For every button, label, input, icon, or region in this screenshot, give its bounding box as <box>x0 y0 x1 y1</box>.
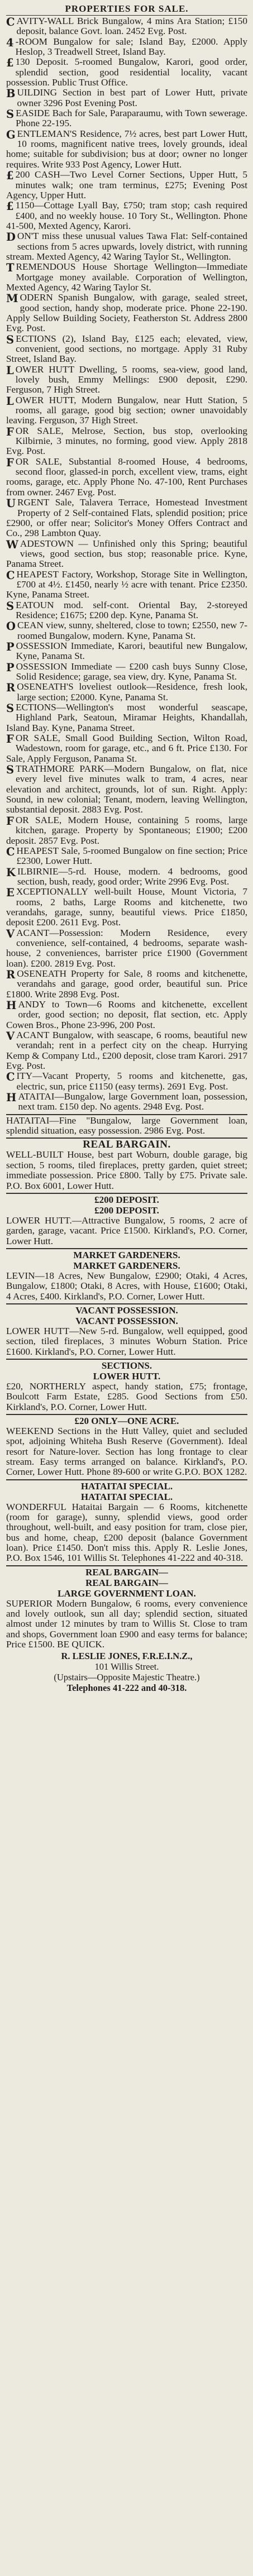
classified-ad <box>6 88 247 108</box>
classified-ad <box>6 846 247 867</box>
display-ad-body: SUPERIOR Modern Bungalow, 6 rooms, every convenience and lovely outlook, sun all day; splendid section, situated almost under 12 minutes by tram to Willis St. Close to tram and shops, Government loan £900 and easy terms for balance; Price £1500. BE QUICK. <box>6 1598 247 1650</box>
classified-ad <box>6 334 247 365</box>
ad-initial: S <box>6 333 15 346</box>
ad-initial: B <box>6 87 16 101</box>
display-ads <box>6 1114 247 1650</box>
classified-ad <box>6 867 247 887</box>
footer-block <box>6 1651 247 1693</box>
display-ad <box>6 1565 247 1650</box>
ad-text: 200 CASH—Two Level Corner Sections, Upper Hutt, 5 minutes walk; one tram terminus, £275; Evening Post Agency, Upper Hutt. <box>6 169 247 200</box>
classified-ad <box>6 641 247 662</box>
display-ad <box>6 1479 247 1564</box>
classified-ad <box>6 108 247 129</box>
classified-ad <box>6 570 247 600</box>
display-ad-body: WELL-BUILT House, best part Woburn, double garage, big section, 5 rooms, tiled fireplaces, pretty garden, quiet street; immediate possession. Price £800. Tally by £75. Private sale. P.O. Box 6001, Lower Hutt. <box>6 1149 247 1191</box>
ad-text: REMENDOUS House Shortage Wellington—Immediate Mortgage money available. Corporation of Wellington, Mexted Agency, 42 Waring Taylor St. <box>6 261 247 293</box>
ad-text: OWER HUTT, Modern Bungalow, near Hutt Station, 5 rooms, all garage, good big section; owner unavoidably leaving. Ferguson, 37 High Street. <box>6 394 247 426</box>
ad-text: XCEPTIONALLY well-built House, Mount Victoria, 7 rooms, 2 baths, Large Rooms and kitchenette, two verandahs, garage, sunny, beautiful views. Price £1850, deposit £200. 2611 Evg. Post. <box>6 886 247 928</box>
ad-text: ITY—Vacant Property, 5 rooms and kitchenette, gas, electric, sun, price £1150 (easy terms). 2691 Evg. Post. <box>16 1070 247 1092</box>
classified-ad <box>6 16 247 37</box>
ad-text: ADESTOWN — Unfinished only this Spring; beautiful views, good section, bus stop; reasonable price. Kyne, Panama Street. <box>6 538 247 570</box>
ad-text: ILBIRNIE—5-rd. House, modern. 4 bedrooms, good section, bush, ready, good order; Write 2996 Evg. Post. <box>17 866 247 887</box>
display-ad-headline: VACANT POSSESSION. <box>75 1304 178 1316</box>
display-ad-headline: £200 DEPOSIT. <box>94 1205 159 1216</box>
classified-ad <box>6 764 247 815</box>
ad-text: TRATHMORE PARK—Modern Bungalow, on flat, nice every level five minutes walk to tram, 4 acres, near elevation and architect, grounds, lot of sun. Right. Apply: Sound, in new colonial; Tenant, modern, leaving Wellington, substantial deposit. 2883 Evg. Post. <box>6 763 247 815</box>
display-ad <box>6 1303 247 1357</box>
ad-text: OWER HUTT Dwelling, 5 rooms, sea-view, good land, lovely bush, Emmy Mellings: £900 deposit, £290. Ferguson, 7 High Street. <box>6 364 247 395</box>
ad-text: ECTIONS—Wellington's most wonderful seascape, Highland Park, Seatoun, Miramar Heights, Khandallah, Island Bay. Kyne, Panama Street. <box>6 702 247 733</box>
classified-ad <box>6 682 247 702</box>
ad-initial: F <box>6 425 14 438</box>
classified-ad <box>6 426 247 457</box>
display-ad-headline: REAL BARGAIN— <box>85 1577 168 1588</box>
ad-text: OSENEATH'S loveliest outlook—Residence, fresh look, large section; £2000. Kyne, Panama St. <box>17 681 247 702</box>
display-ad-headline: MARKET GARDENERS. <box>73 1249 180 1260</box>
ad-initial: V <box>6 927 15 940</box>
ad-text: ACANT—Possession: Modern Residence, every convenience, self-contained, 4 bedrooms, separate wash-house, 2 conveniences, barrister price £1900 (Government loan). £200. 2819 Evg. Post. <box>6 927 247 969</box>
ad-text: UILDING Section in best part of Lower Hutt, private owner 3296 Post Evening Post. <box>17 87 247 108</box>
ad-initial: P <box>6 661 15 674</box>
ad-text: EASIDE Bach for Sale, Paraparaumu, with Town sewerage. Phone 22-195. <box>16 108 247 129</box>
ad-text: -ROOM Bungalow for sale; Island Bay, £2000. Apply Heslop, 3 Treadwell Street, Island Bay. <box>15 36 247 58</box>
ad-initial: O <box>6 620 16 633</box>
display-ad-body: WONDERFUL Hataitai Bargain — 6 Rooms, kitchenette (room for garage), sunny, splendid views, good order throughout, well-built, and easy position for tram, close pier, bus and home, cheap, £200 deposit (balance Government loan). Price £1450. Don't miss this. Apply R. Leslie Jones, P.O. Box 1546, 101 Willis St. Telephones 41-222 and 40-318. <box>6 1501 247 1564</box>
ad-initial: 4 <box>6 36 14 49</box>
classified-ad <box>6 457 247 498</box>
ad-text: ODERN Spanish Bungalow, with garage, sealed street, good section, handy shop, moderate price. Phone 22-190. Apply Sellow Building Society, Featherston St. Address 2800 Evg. Post. <box>6 292 247 334</box>
ad-initial: T <box>6 261 15 275</box>
ad-text: 130 Deposit. 5-roomed Bungalow, Karori, good order, splendid section, good residential locality, vacant possession. Public Trust Office. <box>6 56 247 88</box>
classified-ad <box>6 498 247 538</box>
classified-ad <box>6 702 247 733</box>
ad-initial: W <box>6 538 18 551</box>
ad-initial: £ <box>6 56 14 70</box>
classified-ad <box>6 928 247 969</box>
ad-text: OR SALE, Modern House, containing 5 rooms, large kitchen, garage. Property by Spontaneous; £1900; £200 deposit. 2857 Evg. Post. <box>6 814 247 846</box>
display-ad-body: LEVIN—18 Acres, New Bungalow, £2900; Otaki, 4 Acres, Bungalow, £1800; Otaki, 8 Acres, with House, £1600; Otaki, 4 Acres, £400. Kirkland's, P.O. Corner, Lower Hutt. <box>6 1270 247 1302</box>
classified-ad <box>6 395 247 426</box>
display-ad <box>6 1193 247 1246</box>
ad-initial: U <box>6 497 16 510</box>
display-ad <box>6 1359 247 1412</box>
display-ad-headline: £200 DEPOSIT. <box>94 1194 159 1205</box>
classified-ad <box>6 887 247 928</box>
ad-initial: C <box>6 568 15 582</box>
ad-initial: V <box>6 1030 15 1043</box>
display-ad <box>6 1138 247 1191</box>
ad-initial: S <box>6 599 15 613</box>
ad-text: OR SALE, Small Good Building Section, Wilton Road, Wadestown, room for garage, etc., and 6 ft. Price £130. For Sale, Apply Ferguson, Panama St. <box>6 733 247 764</box>
ad-initial: E <box>6 886 15 900</box>
ad-initial: D <box>6 231 16 244</box>
agent-note: (Upstairs—Opposite Majestic Theatre.) <box>54 1672 200 1683</box>
classified-ad <box>6 129 247 170</box>
ad-initial: F <box>6 733 14 746</box>
ad-text: EATOUN mod. self-cont. Oriental Bay, 2-storeyed Residence; £1675; £200 dep. Kyne, Panama St. <box>16 599 247 620</box>
ad-initial: F <box>6 814 14 828</box>
display-ad <box>6 1248 247 1302</box>
display-ad-headline: REAL BARGAIN. <box>83 1139 171 1151</box>
ad-text: ECTIONS (2), Island Bay, £125 each; elevated, view, convenient, good sections, no mortgage. Apply 31 Ruby Street, Island Bay. <box>6 333 247 365</box>
display-ad-body: HATAITAI—Fine "Bungalow, large Government loan, splendid situation, easy possession. 2986 Evg. Post. <box>6 1115 247 1136</box>
display-ad-headline: SECTIONS. <box>101 1360 152 1371</box>
display-ad-body: LOWER HUTT—New 5-rd. Bungalow, well equipped, good section, tiled fireplaces, 3 minutes Woburn Station. Price £1600. Kirkland's, P.O. Corner, Lower Hutt. <box>6 1325 247 1357</box>
classified-ad <box>6 662 247 682</box>
display-ad-headline: HATAITAI SPECIAL. <box>80 1480 173 1492</box>
classified-ad <box>6 262 247 293</box>
ad-initial: L <box>6 394 14 408</box>
classified-ad <box>6 57 247 88</box>
classified-ad <box>6 293 247 333</box>
ad-initial: £ <box>6 200 14 213</box>
ad-initial: F <box>6 456 14 469</box>
display-ad-headline: MARKET GARDENERS. <box>73 1260 180 1271</box>
agent-address: 101 Willis Street. <box>94 1661 159 1672</box>
ads-list <box>6 16 247 1112</box>
ad-text: ACANT Bungalow, with seascape, 6 rooms, beautiful new verandah; rent in a perfect city on the cheap. Hurrying Kemp & Company Ltd., £200 deposit, close tram Karori. 2917 Evg. Post. <box>6 1030 248 1072</box>
ad-text: CEAN view, sunny, sheltered, close to town; £2550, new 7-roomed Bungalow, modern. Kyne, Panama St. <box>17 620 247 641</box>
ad-text: OSSESSION Immediate, Karori, beautiful new Bungalow, Kyne, Panama St. <box>16 640 247 662</box>
classified-ad <box>6 815 247 846</box>
display-ad-headline: £20 ONLY—ONE ACRE. <box>74 1415 179 1426</box>
classified-ad <box>6 37 247 58</box>
agent-name: R. LESLIE JONES, F.R.E.I.N.Z., <box>61 1651 193 1662</box>
ad-text: HEAPEST Factory, Workshop, Storage Site in Wellington, £700 at 4½. £1450, nearly ½ acre with tenant. Price £2350. Kyne, Panama Street. <box>6 568 247 600</box>
display-ad-body: WEEKEND Sections in the Hutt Valley, quiet and secluded spot, adjoining Whiteha Bush Reserve (Government). Ideal resort for Nature-lover. Section has long frontage to clear stream. Easy terms arranged on balance. Kirkland's, P.O. Corner, Lower Hutt. Phone 89-600 or write G.P.O. BOX 1282. <box>6 1425 247 1478</box>
ad-initial: C <box>6 1070 15 1084</box>
ad-initial: H <box>6 999 17 1012</box>
display-ad-headline: HATAITAI SPECIAL. <box>80 1491 173 1502</box>
ad-initial: S <box>6 702 15 715</box>
ad-text: RGENT Sale, Talavera Terrace, Homestead Investment Property of 2 Self-contained Flats, splendid position; price £2900, or offer near; Solicitor's Money Offers Contract and Co., 298 Lambton Quay. <box>6 497 247 539</box>
ad-text: HEAPEST Sale, 5-roomed Bungalow on fine section; Price £2300, Lower Hutt. <box>16 845 247 867</box>
display-ad-body: LOWER HUTT.—Attractive Bungalow, 5 rooms, 2 acre of garden, garage, vacant. Price £1500. Kirkland's, P.O. Corner, Lower Hutt. <box>6 1215 247 1246</box>
classified-ad <box>6 170 247 200</box>
ad-text: ATAITAI—Bungalow, large Government loan, possession, next tram. £150 dep. No agents. 2948 Evg. Post. <box>18 1091 247 1112</box>
ad-text: OR SALE, Melrose, Section, bus stop, overlooking Kilbirnie, 3 minutes, no forming, good view. Apply 2818 Evg. Post. <box>6 425 247 457</box>
classified-ad <box>6 1092 247 1112</box>
classified-ad <box>6 620 247 641</box>
ad-text: OSENEATH Property for Sale, 8 rooms and kitchenette, verandahs and garage, good order, beautiful sun. Price £1800. Write 2898 Evg. Post. <box>6 968 247 1000</box>
ad-text: ENTLEMAN'S Residence, 7½ acres, best part Lower Hutt, 10 rooms, magnificent native trees, lovely grounds, ideal home; suitable for subdivision; bus at door; owner no longer requires. Write 933 Post Agency, Lower Hutt. <box>6 128 247 170</box>
display-ad <box>6 1414 247 1478</box>
classified-ad <box>6 600 247 621</box>
ad-initial: £ <box>6 169 14 183</box>
classified-ad <box>6 1000 247 1030</box>
display-ad-headline: LOWER HUTT. <box>93 1370 161 1382</box>
ad-initial: C <box>6 16 15 28</box>
classified-ad <box>6 231 247 262</box>
classified-ad <box>6 1071 247 1092</box>
display-ad-headline: LARGE GOVERNMENT LOAN. <box>58 1588 196 1599</box>
classified-ad <box>6 969 247 1000</box>
ad-text: OSSESSION Immediate — £200 cash buys Sunny Close, Solid Residence; garage, sea view, dry. Kyne, Panama St. <box>16 661 247 682</box>
ad-initial: R <box>6 681 16 695</box>
display-ad-headline: REAL BARGAIN— <box>85 1566 168 1578</box>
classified-ad <box>6 1030 247 1071</box>
display-ad-body: £20, NORTHERLY aspect, handy station, £75; frontage, Boulcott Farm Estate, £285. Good Sections from £50. Kirkland's, P.O. Corner, Lower Hutt. <box>6 1380 247 1412</box>
display-ad <box>6 1114 247 1136</box>
ad-text: OR SALE, Substantial 8-roomed House, 4 bedrooms, second floor, glassed-in porch, excellent view, trams, eight rooms, garage, etc. Apply Phone No. 47-100, Rent Purchases from owner. 2467 Evg. Post. <box>6 456 247 498</box>
agent-phones: Telephones 41-222 and 40-318. <box>66 1683 187 1694</box>
ad-initial: S <box>6 763 15 777</box>
ad-initial: L <box>6 364 14 377</box>
ad-initial: H <box>6 1091 17 1105</box>
ad-initial: S <box>6 108 15 121</box>
ad-initial: K <box>6 866 16 879</box>
ad-text: 1150—Cottage Lyall Bay, £750; tram stop; cash required £400, and no weekly house. 10 Tory St., Wellington. Phone 41-500, Mexted Agency, Karori. <box>6 200 247 231</box>
ad-initial: G <box>6 128 16 141</box>
ad-text: AVITY-WALL Brick Bungalow, 4 mins Ara Station; £150 deposit, balance Govt. loan. 2452 Evg. Post. <box>16 16 247 37</box>
classified-ad <box>6 200 247 231</box>
classified-ad <box>6 733 247 764</box>
display-ad-headline: VACANT POSSESSION. <box>75 1315 178 1326</box>
classified-ad <box>6 365 247 395</box>
ad-initial: P <box>6 640 15 653</box>
ad-text: ANDY to Town—6 Rooms and kitchenette, excellent order, good section; no deposit, flat section, etc. Apply Cowen Bros., Phone 23-996, 200 Post. <box>6 999 247 1030</box>
ad-initial: M <box>6 292 18 305</box>
page-heading: PROPERTIES FOR SALE. <box>65 3 189 14</box>
ad-initial: R <box>6 968 16 981</box>
ad-initial: C <box>6 845 15 858</box>
classified-ad <box>6 539 247 570</box>
ad-text: ON'T miss these unusual values Tawa Flat: Self-contained sections from 5 acres upwards, lovely district, with running stream. Mexted Agency, 42 Waring Taylor St., Wellington. <box>6 231 247 262</box>
